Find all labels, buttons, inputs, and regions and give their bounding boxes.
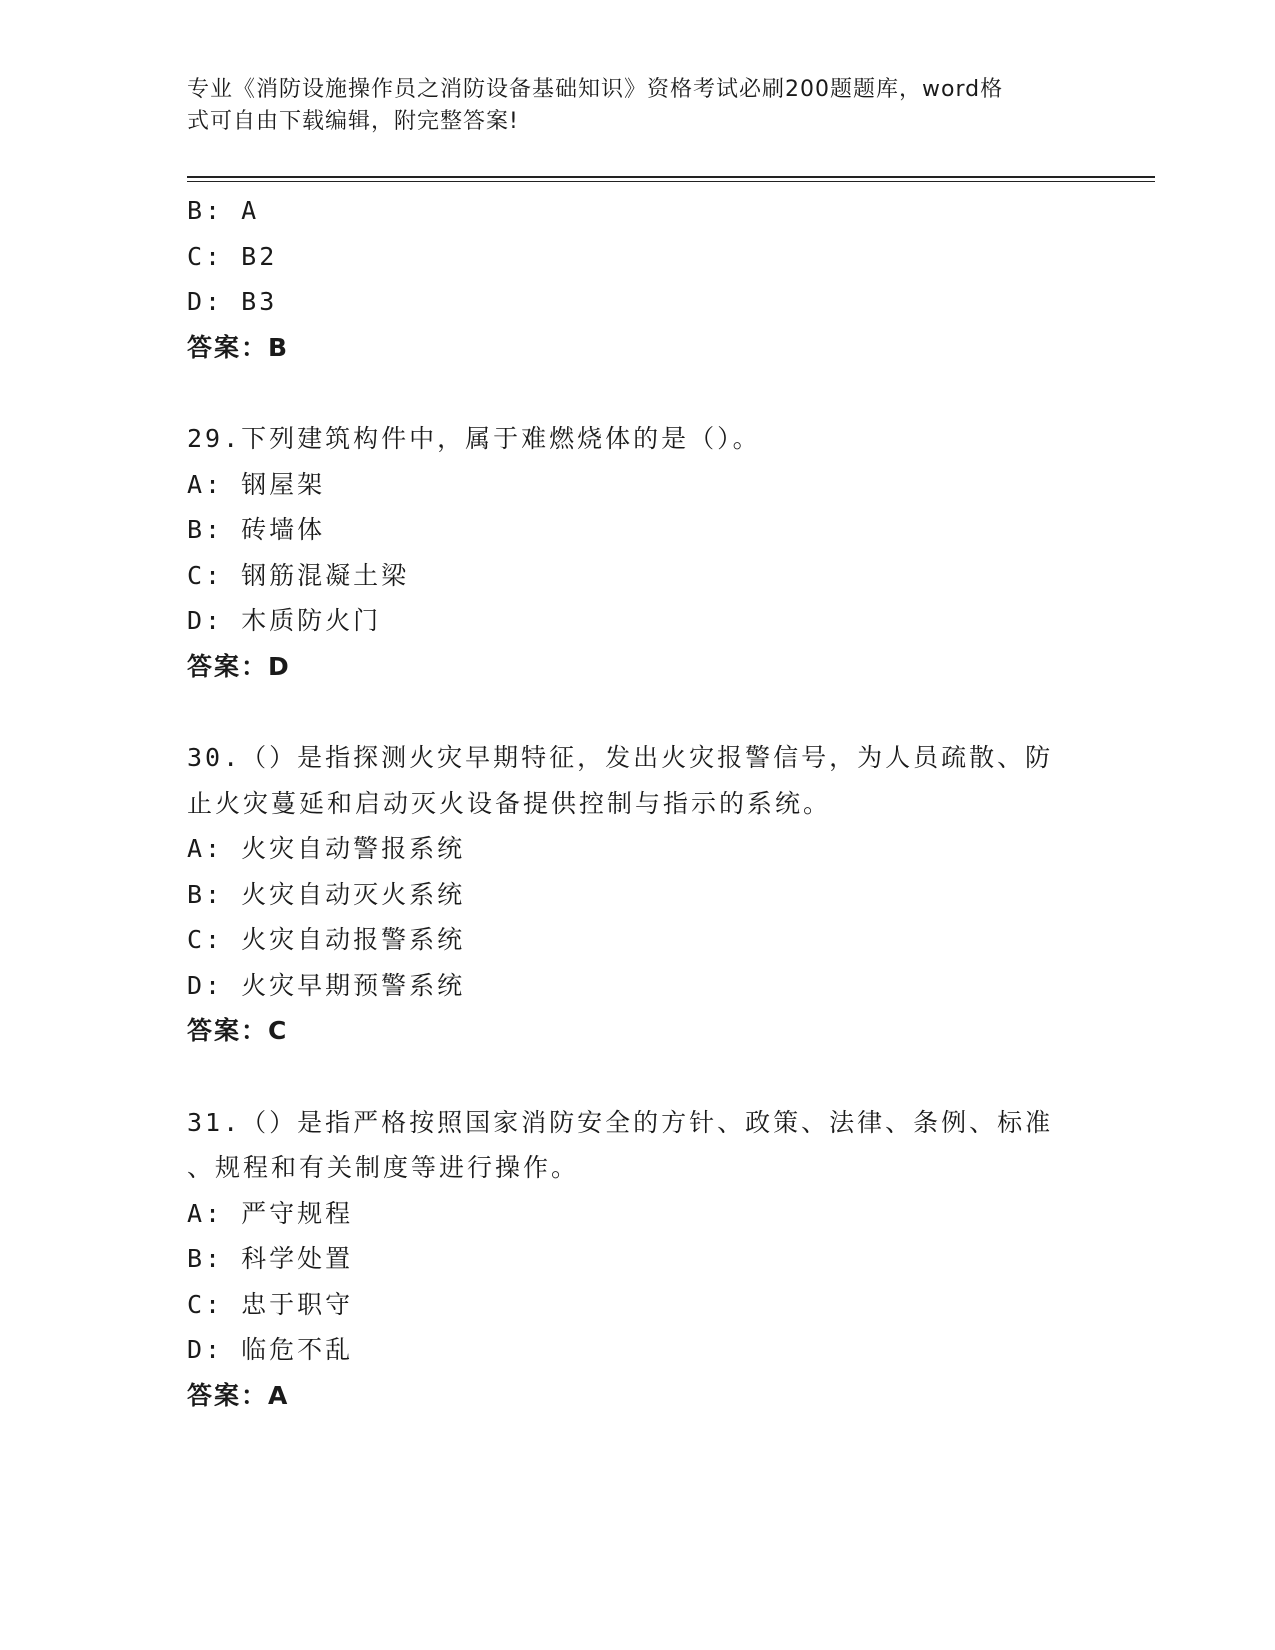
answer-line: 答案：C	[187, 1016, 289, 1045]
option-a: A: 严守规程	[187, 1198, 354, 1228]
option-d: D: 木质防火门	[187, 606, 382, 635]
document-header	[187, 74, 1067, 138]
answer-line: 答案：B	[187, 332, 290, 362]
header-title-line-2: 式可自由下载编辑，附完整答案!	[187, 109, 519, 134]
answer-line: 答案：D	[187, 651, 291, 681]
option-d: D: B3	[187, 287, 278, 316]
option-a: A: 火灾自动警报系统	[187, 834, 466, 863]
question-29	[187, 416, 1087, 689]
question-30	[187, 735, 1087, 1054]
option-b: B: 砖墙体	[187, 515, 326, 544]
question-stem-line-2: 、规程和有关制度等进行操作。	[187, 1153, 580, 1182]
option-c: C: 火灾自动报警系统	[187, 925, 466, 954]
question-content	[187, 188, 1087, 1418]
header-divider-thick	[187, 176, 1155, 178]
question-31	[187, 1100, 1087, 1419]
option-c: C: 钢筋混凝土梁	[187, 560, 410, 590]
option-c: C: B2	[187, 241, 278, 271]
question-stem-line-1: 31.（）是指严格按照国家消防安全的方针、政策、法律、条例、标准	[187, 1107, 1054, 1137]
option-b: B: 科学处置	[187, 1244, 354, 1273]
option-b: B: 火灾自动灭火系统	[187, 879, 466, 909]
answer-line: 答案：A	[187, 1380, 290, 1410]
header-title-line-1: 专业《消防设施操作员之消防设备基础知识》资格考试必刷200题题库，word格	[187, 77, 1004, 102]
option-d: D: 火灾早期预警系统	[187, 970, 466, 1000]
question-28-fragment	[187, 188, 1087, 370]
question-stem: 29.下列建筑构件中，属于难燃烧体的是（）。	[187, 424, 761, 453]
option-d: D: 临危不乱	[187, 1335, 354, 1364]
question-stem-line-2: 止火灾蔓延和启动灭火设备提供控制与指示的系统。	[187, 788, 832, 818]
option-c: C: 忠于职守	[187, 1289, 354, 1319]
option-b: B: A	[187, 196, 260, 225]
option-a: A: 钢屋架	[187, 469, 326, 499]
question-stem-line-1: 30.（）是指探测火灾早期特征，发出火灾报警信号，为人员疏散、防	[187, 743, 1054, 772]
header-divider-thin	[187, 181, 1155, 182]
